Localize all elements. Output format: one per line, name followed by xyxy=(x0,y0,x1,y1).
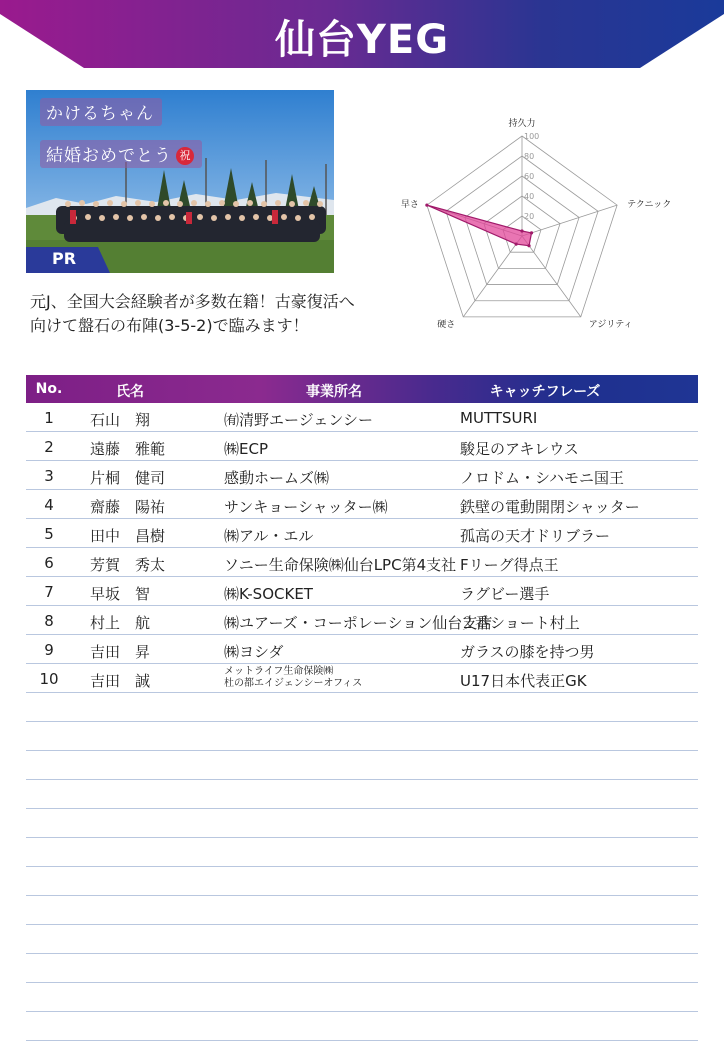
row-name: 村上 航 xyxy=(90,614,151,632)
radar-spoke xyxy=(463,236,522,317)
row-catchphrase: ラグビー選手 xyxy=(460,585,550,603)
row-no: 7 xyxy=(44,583,54,601)
photo-caption-line1: かけるちゃん xyxy=(40,98,162,126)
radar-axis-label: 早さ xyxy=(400,200,419,211)
radar-spoke xyxy=(522,205,617,236)
celebration-badge: 祝 xyxy=(176,147,194,165)
row-catchphrase: MUTTSURI xyxy=(460,409,538,427)
row-catchphrase: ノロドム・シハモニ国王 xyxy=(460,469,624,487)
row-name: 吉田 昇 xyxy=(90,643,151,661)
row-no: 6 xyxy=(44,554,54,572)
row-name: 芳賀 秀太 xyxy=(90,556,166,574)
row-catchphrase: 孤高の天才ドリブラー xyxy=(460,527,611,545)
row-name: 片桐 健司 xyxy=(90,469,166,487)
table-row xyxy=(26,664,698,693)
pr-description: 元J、全国大会経験者が多数在籍！古豪復活へ向けて盤石の布陣(3-5-2)で臨みます！ xyxy=(30,292,355,335)
radar-data xyxy=(425,203,533,247)
row-no: 4 xyxy=(44,496,54,514)
header-catchphrase: キャッチフレーズ xyxy=(489,384,601,400)
row-no: 8 xyxy=(44,612,54,630)
row-office: ㈲清野エージェンシー xyxy=(224,411,374,429)
row-name: 田中 昌樹 xyxy=(90,527,166,545)
radar-series-area xyxy=(427,205,535,246)
row-no: 3 xyxy=(44,467,54,485)
row-catchphrase: Fリーグ得点王 xyxy=(460,556,559,574)
row-office: ソニー生命保険㈱仙台LPC第4支社 xyxy=(224,556,457,574)
row-no: 1 xyxy=(44,409,54,427)
row-office: ㈱ECP xyxy=(224,440,268,458)
member-table xyxy=(26,375,698,1041)
radar-point xyxy=(530,231,533,234)
table-row xyxy=(26,490,698,519)
radar-point xyxy=(425,203,428,206)
blank-row xyxy=(26,780,698,809)
radar-axis-label: アジリティ xyxy=(588,319,633,330)
blank-row xyxy=(26,838,698,867)
row-office xyxy=(224,666,362,690)
row-office-line1: メットライフ生命保険㈱ xyxy=(224,666,334,677)
radar-tick-label: 60 xyxy=(524,172,535,181)
blank-row xyxy=(26,925,698,954)
radar-tick-label: 100 xyxy=(524,132,540,141)
blank-row xyxy=(26,693,698,722)
row-catchphrase: U17日本代表正GK xyxy=(460,672,587,690)
radar-tick-label: 20 xyxy=(524,212,535,221)
radar-axis-label: 持久力 xyxy=(508,119,536,129)
team-photo xyxy=(26,90,334,273)
row-name: 早坂 智 xyxy=(90,585,151,603)
row-name: 石山 翔 xyxy=(90,411,151,429)
blank-row xyxy=(26,809,698,838)
table-row xyxy=(26,548,698,577)
table-row xyxy=(26,519,698,548)
row-no: 2 xyxy=(44,438,54,456)
radar-point xyxy=(527,244,530,247)
radar-axis-label: 硬さ xyxy=(437,319,456,330)
blank-row xyxy=(26,954,698,983)
table-row xyxy=(26,577,698,606)
blank-row xyxy=(26,751,698,780)
blank-row xyxy=(26,1012,698,1041)
table-row xyxy=(26,606,698,635)
caption-text: 結婚おめでとう xyxy=(46,146,172,166)
header-name: 氏名 xyxy=(116,384,144,400)
radar-axis-labels xyxy=(401,117,671,330)
radar-point xyxy=(520,229,523,232)
blank-row xyxy=(26,722,698,751)
table-row xyxy=(26,432,698,461)
page-title: 仙台YEG xyxy=(274,17,450,63)
row-office: ㈱ユアーズ・コーポレーション仙台支店 xyxy=(224,614,493,632)
table-row xyxy=(26,461,698,490)
row-office: ㈱アル・エル xyxy=(224,527,314,545)
blank-row xyxy=(26,867,698,896)
pr-tag xyxy=(26,247,110,273)
row-catchphrase: ２番ショート村上 xyxy=(460,614,580,632)
row-office-line2: 杜の都エイジェンシーオフィス xyxy=(224,678,363,689)
row-name: 吉田 誠 xyxy=(90,672,151,690)
row-no: 5 xyxy=(44,525,54,543)
header-office: 事業所名 xyxy=(306,384,362,400)
table-row xyxy=(26,635,698,664)
row-catchphrase: 駿足のアキレウス xyxy=(460,440,579,458)
row-office: ㈱ヨシダ xyxy=(224,643,284,661)
radar-tick-label: 40 xyxy=(524,192,535,201)
radar-spoke xyxy=(522,236,581,317)
header-no: No. xyxy=(35,381,63,397)
row-office: ㈱K-SOCKET xyxy=(224,585,313,603)
radar-tick-label: 80 xyxy=(524,152,535,161)
radar-point xyxy=(515,242,518,245)
radar-tick-labels xyxy=(524,132,539,221)
row-name: 遠藤 雅範 xyxy=(90,440,166,458)
row-no: 9 xyxy=(44,641,54,659)
row-no: 10 xyxy=(39,670,59,688)
row-office: サンキョーシャッター㈱ xyxy=(224,498,388,516)
photo-caption-line2 xyxy=(40,140,202,168)
ability-radar-chart xyxy=(380,104,680,344)
blank-row xyxy=(26,983,698,1012)
row-name: 齋藤 陽祐 xyxy=(90,498,166,516)
table-header xyxy=(26,375,698,403)
header-banner xyxy=(0,0,724,68)
radar-axis-label: テクニック xyxy=(627,200,672,211)
pr-tag-label: PR xyxy=(52,249,77,268)
radar-grid xyxy=(427,136,617,317)
table-row xyxy=(26,403,698,432)
row-catchphrase: ガラスの膝を持つ男 xyxy=(460,643,595,661)
row-office: 感動ホームズ㈱ xyxy=(224,469,330,487)
row-catchphrase: 鉄壁の電動開閉シャッター xyxy=(460,498,640,516)
blank-row xyxy=(26,896,698,925)
